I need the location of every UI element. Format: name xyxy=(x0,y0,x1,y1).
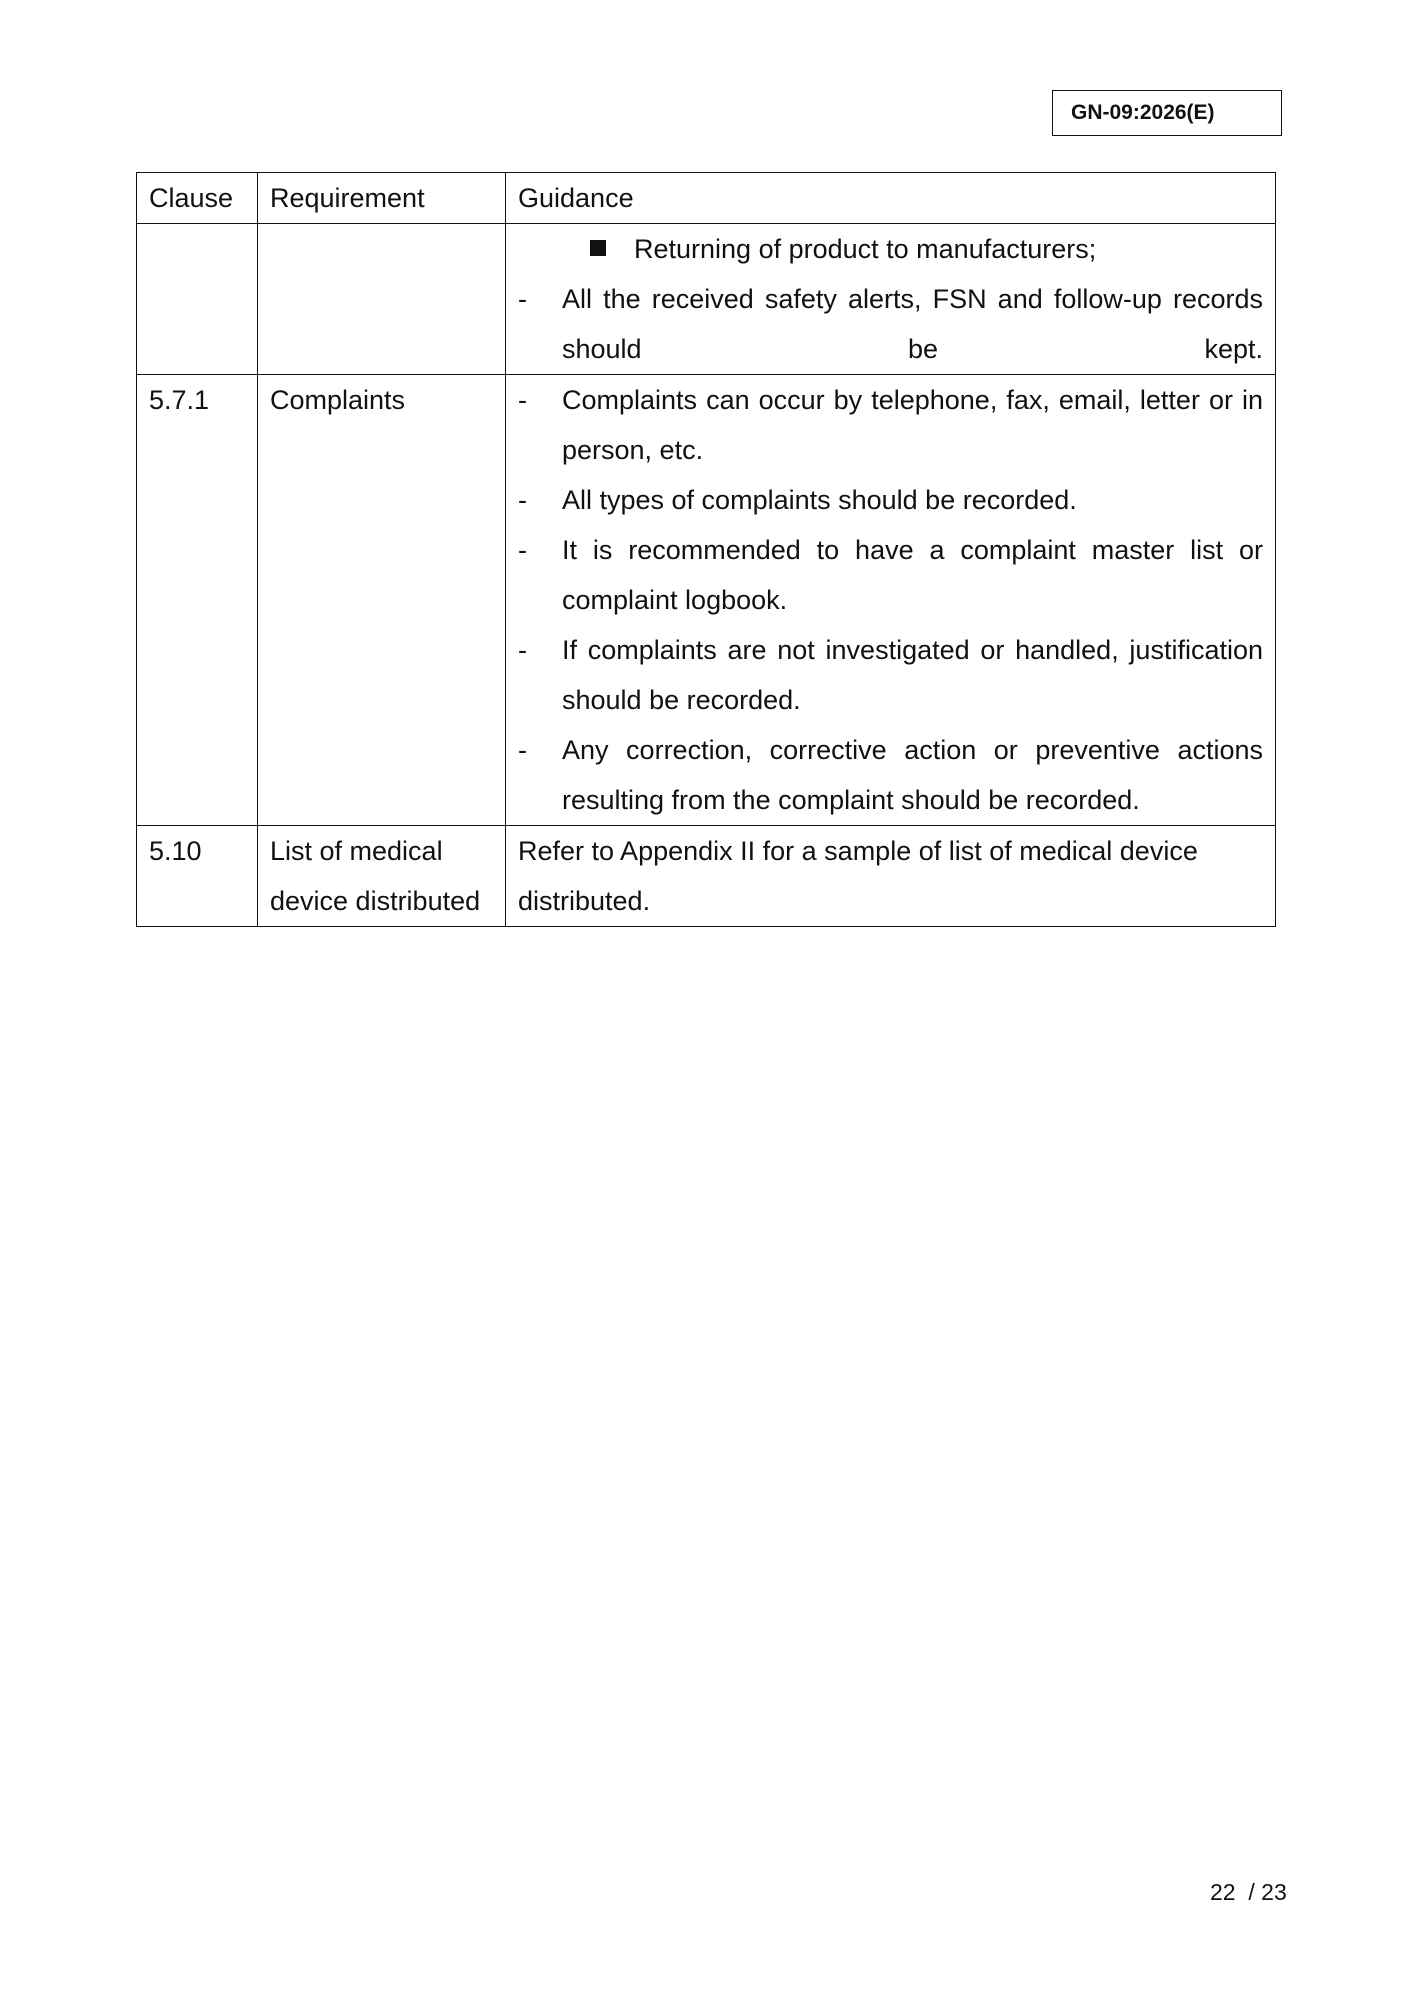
bullet-item xyxy=(518,274,1263,374)
bullet-item xyxy=(518,725,1263,825)
guidance-cell xyxy=(506,375,1276,826)
dash-icon: - xyxy=(518,535,527,565)
bullet-item xyxy=(518,625,1263,725)
guidance-cell: Refer to Appendix II for a sample of list of medical device distributed. xyxy=(506,826,1276,927)
page-total: 23 xyxy=(1261,1879,1287,1905)
sub-bullet-text: Returning of product to manufacturers; xyxy=(634,234,1097,264)
table-row xyxy=(137,375,1276,826)
bullet-item xyxy=(518,375,1263,475)
clause-cell xyxy=(137,224,258,375)
dash-icon: - xyxy=(518,485,527,515)
guidance-cell xyxy=(506,224,1276,375)
bullet-item xyxy=(518,525,1263,625)
bullet-text: If complaints are not investigated or handled, justification should be recorded. xyxy=(562,635,1263,715)
requirement-cell xyxy=(258,224,506,375)
dash-icon: - xyxy=(518,635,527,665)
page-current: 22 xyxy=(1210,1879,1236,1905)
bullet-text: All the received safety alerts, FSN and follow-up records should be kept. xyxy=(562,284,1263,364)
dash-icon: - xyxy=(518,735,527,765)
bullet-text: All types of complaints should be recorded. xyxy=(562,485,1077,515)
requirement-cell: List of medical device distributed xyxy=(258,826,506,927)
clause-cell: 5.7.1 xyxy=(137,375,258,826)
bullet-text: It is recommended to have a complaint master list or complaint logbook. xyxy=(562,535,1263,615)
black-square-icon xyxy=(590,240,606,256)
clause-cell: 5.10 xyxy=(137,826,258,927)
sub-bullet-item xyxy=(518,224,1263,274)
bullet-text: Any correction, corrective action or preventive actions resulting from the complaint should be recorded. xyxy=(562,735,1263,815)
page-separator: / xyxy=(1241,1879,1262,1905)
requirement-cell: Complaints xyxy=(258,375,506,826)
bullet-text: Complaints can occur by telephone, fax, email, letter or in person, etc. xyxy=(562,385,1263,465)
table-row xyxy=(137,826,1276,927)
bullet-item xyxy=(518,475,1263,525)
header-clause: Clause xyxy=(137,173,258,224)
table-header-row xyxy=(137,173,1276,224)
dash-icon: - xyxy=(518,385,527,415)
dash-icon: - xyxy=(518,284,527,314)
page-number xyxy=(1210,1877,1287,1907)
guidance-table xyxy=(136,172,1276,927)
header-guidance: Guidance xyxy=(506,173,1276,224)
header-requirement: Requirement xyxy=(258,173,506,224)
table-row xyxy=(137,224,1276,375)
document-code: GN-09:2026(E) xyxy=(1052,90,1282,136)
